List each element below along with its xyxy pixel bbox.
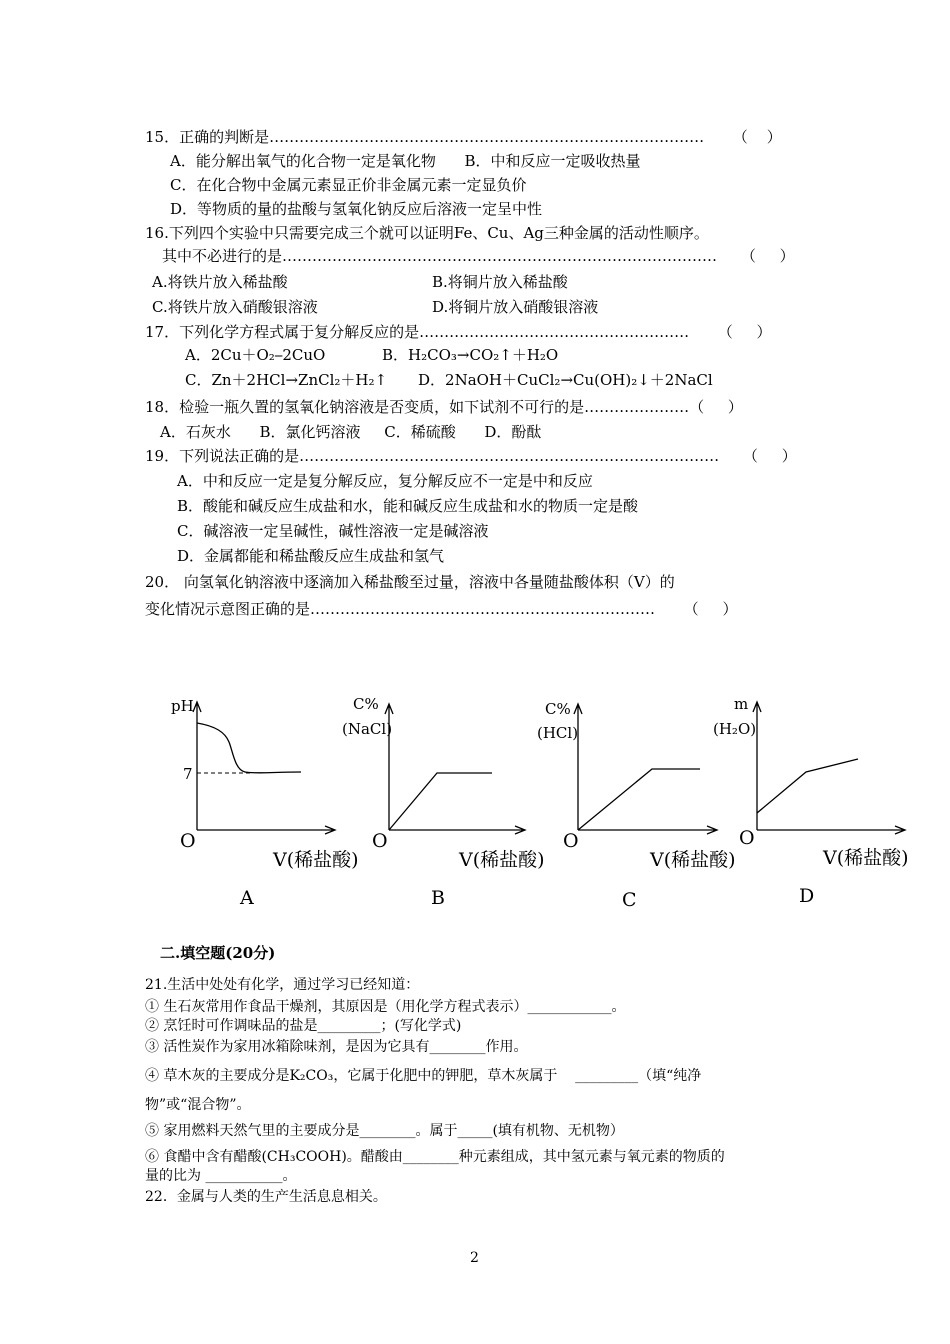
graph-c-y-label-2: (HCl) (537, 724, 579, 742)
q19-option-a: A．中和反应一定是复分解反应，复分解反应不一定是中和反应 (177, 472, 593, 490)
q16-stem: 16.下列四个实验中只需要完成三个就可以证明Fe、Cu、Ag三种金属的活动性顺序。 (145, 224, 709, 242)
graph-d-origin: O (739, 827, 755, 849)
q19-option-c: C．碱溶液一定呈碱性，碱性溶液一定是碱溶液 (177, 522, 489, 540)
graph-a-x-label: V(稀盐酸) (273, 849, 359, 871)
q21-item-6: ⑥ 食醋中含有醋酸(CH₃COOH)。醋酸由________种元素组成，其中氢元素与氧元素的物质的 (145, 1149, 725, 1165)
section-2-title: 二.填空题(20分) (160, 944, 276, 962)
graph-c-y-axis (574, 704, 582, 830)
q16-option-a: A.将铁片放入稀盐酸 (152, 273, 288, 291)
q20-stem: 20． 向氢氧化钠溶液中逐滴加入稀盐酸至过量，溶液中各量随盐酸体积（V）的 (145, 573, 675, 591)
graph-d-y-label-2: (H₂O) (713, 720, 757, 738)
page-number: 2 (470, 1250, 479, 1266)
graph-b (365, 690, 535, 840)
q17-option-d: D．2NaOH＋CuCl₂→Cu(OH)₂↓＋2NaCl (418, 371, 713, 389)
q17-option-a: A．2Cu＋O₂⎯2CuO (185, 346, 326, 364)
q19-option-d: D．金属都能和稀盐酸反应生成盐和氢气 (177, 547, 445, 565)
graph-c-x-axis (578, 826, 717, 834)
graph-d-x-axis (757, 826, 905, 834)
graph-d-x-label: V(稀盐酸) (823, 847, 909, 869)
graph-c (555, 690, 725, 840)
graph-a-y-axis (193, 702, 201, 830)
graph-b-x-label: V(稀盐酸) (459, 849, 545, 871)
graph-a-seven: 7 (183, 765, 193, 783)
q18-stem: 18．检验一瓶久置的氢氧化钠溶液是否变质，如下试剂不可行的是…………………（ ） (145, 398, 743, 416)
graph-b-origin: O (372, 830, 388, 852)
graph-a-origin: O (180, 830, 196, 852)
q17-option-c: C．Zn＋2HCl→ZnCl₂＋H₂↑ (185, 371, 388, 389)
q21-item-5: ⑤ 家用燃料天然气里的主要成分是________。属于_____(填有机物、无机物） (145, 1123, 624, 1139)
graph-a-letter: A (240, 887, 254, 909)
graph-b-nacl-line (389, 773, 492, 830)
q15-stem: 15．正确的判断是…………………………………………………………………………… （ ） (145, 128, 782, 146)
q19-stem: 19．下列说法正确的是………………………………………………………………………… （ ） (145, 447, 797, 465)
q19-option-b: B．酸能和碱反应生成盐和水，能和碱反应生成盐和水的物质一定是酸 (177, 497, 639, 515)
q21-item-3: ③ 活性炭作为家用冰箱除味剂，是因为它具有________作用。 (145, 1039, 528, 1055)
q15-option-ab: A．能分解出氧气的化合物一定是氧化物 B．中和反应一定吸收热量 (170, 152, 641, 170)
q20-stem-2: 变化情况示意图正确的是…………………………………………………………… （ ） (145, 600, 738, 618)
graph-a-x-axis (197, 826, 335, 834)
graph-d-y-label-1: m (734, 695, 749, 713)
q15-option-c: C．在化合物中金属元素显正价非金属元素一定显负价 (170, 176, 527, 194)
graph-a-y-label: pH (171, 697, 194, 715)
graph-c-y-label-1: C% (545, 700, 571, 718)
q16-option-b: B.将铜片放入稀盐酸 (432, 273, 568, 291)
q21-item-4b: 物”或“混合物”。 (145, 1097, 251, 1113)
q21-item-1: ① 生石灰常用作食品干燥剂，其原因是（用化学方程式表示）____________。 (145, 999, 626, 1015)
graph-c-origin: O (563, 830, 579, 852)
q16-stem-2: 其中不必进行的是…………………………………………………………………………… （ ） (162, 247, 795, 265)
q17-stem: 17．下列化学方程式属于复分解反应的是……………………………………………… （ ） (145, 323, 772, 341)
q21-item-2: ② 烹饪时可作调味品的盐是_________；(写化学式) (145, 1018, 462, 1034)
q16-option-c: C.将铁片放入硝酸银溶液 (152, 298, 318, 316)
q21-item-6b: 量的比为 ___________。 (145, 1168, 297, 1184)
graph-b-y-label-1: C% (353, 695, 379, 713)
graph-d-letter: D (799, 885, 815, 907)
q18-options: A．石灰水 B．氯化钙溶液 C．稀硫酸 D．酚酞 (160, 423, 542, 441)
graph-d-water-line (757, 759, 858, 813)
q16-option-d: D.将铜片放入硝酸银溶液 (432, 298, 599, 316)
graph-d (733, 690, 913, 840)
q22-stem: 22．金属与人类的生产生活息息相关。 (145, 1189, 387, 1205)
graph-b-letter: B (431, 887, 445, 909)
q17-option-b: B．H₂CO₃→CO₂↑＋H₂O (382, 346, 559, 364)
graph-b-y-label-2: (NaCl) (342, 720, 393, 738)
graph-c-hcl-line (578, 769, 700, 830)
q15-option-d: D．等物质的量的盐酸与氢氧化钠反应后溶液一定呈中性 (170, 200, 543, 218)
q21-item-4: ④ 草木灰的主要成分是K₂CO₃，它属于化肥中的钾肥，草木灰属于 _________（填“纯净 (145, 1068, 702, 1084)
graph-c-letter: C (622, 889, 637, 911)
graph-c-x-label: V(稀盐酸) (650, 849, 736, 871)
graph-b-x-axis (389, 826, 525, 834)
graph-a (175, 690, 345, 840)
q21-stem: 21.生活中处处有化学，通过学习已经知道： (145, 977, 420, 993)
graph-a-ph-curve (197, 723, 301, 773)
